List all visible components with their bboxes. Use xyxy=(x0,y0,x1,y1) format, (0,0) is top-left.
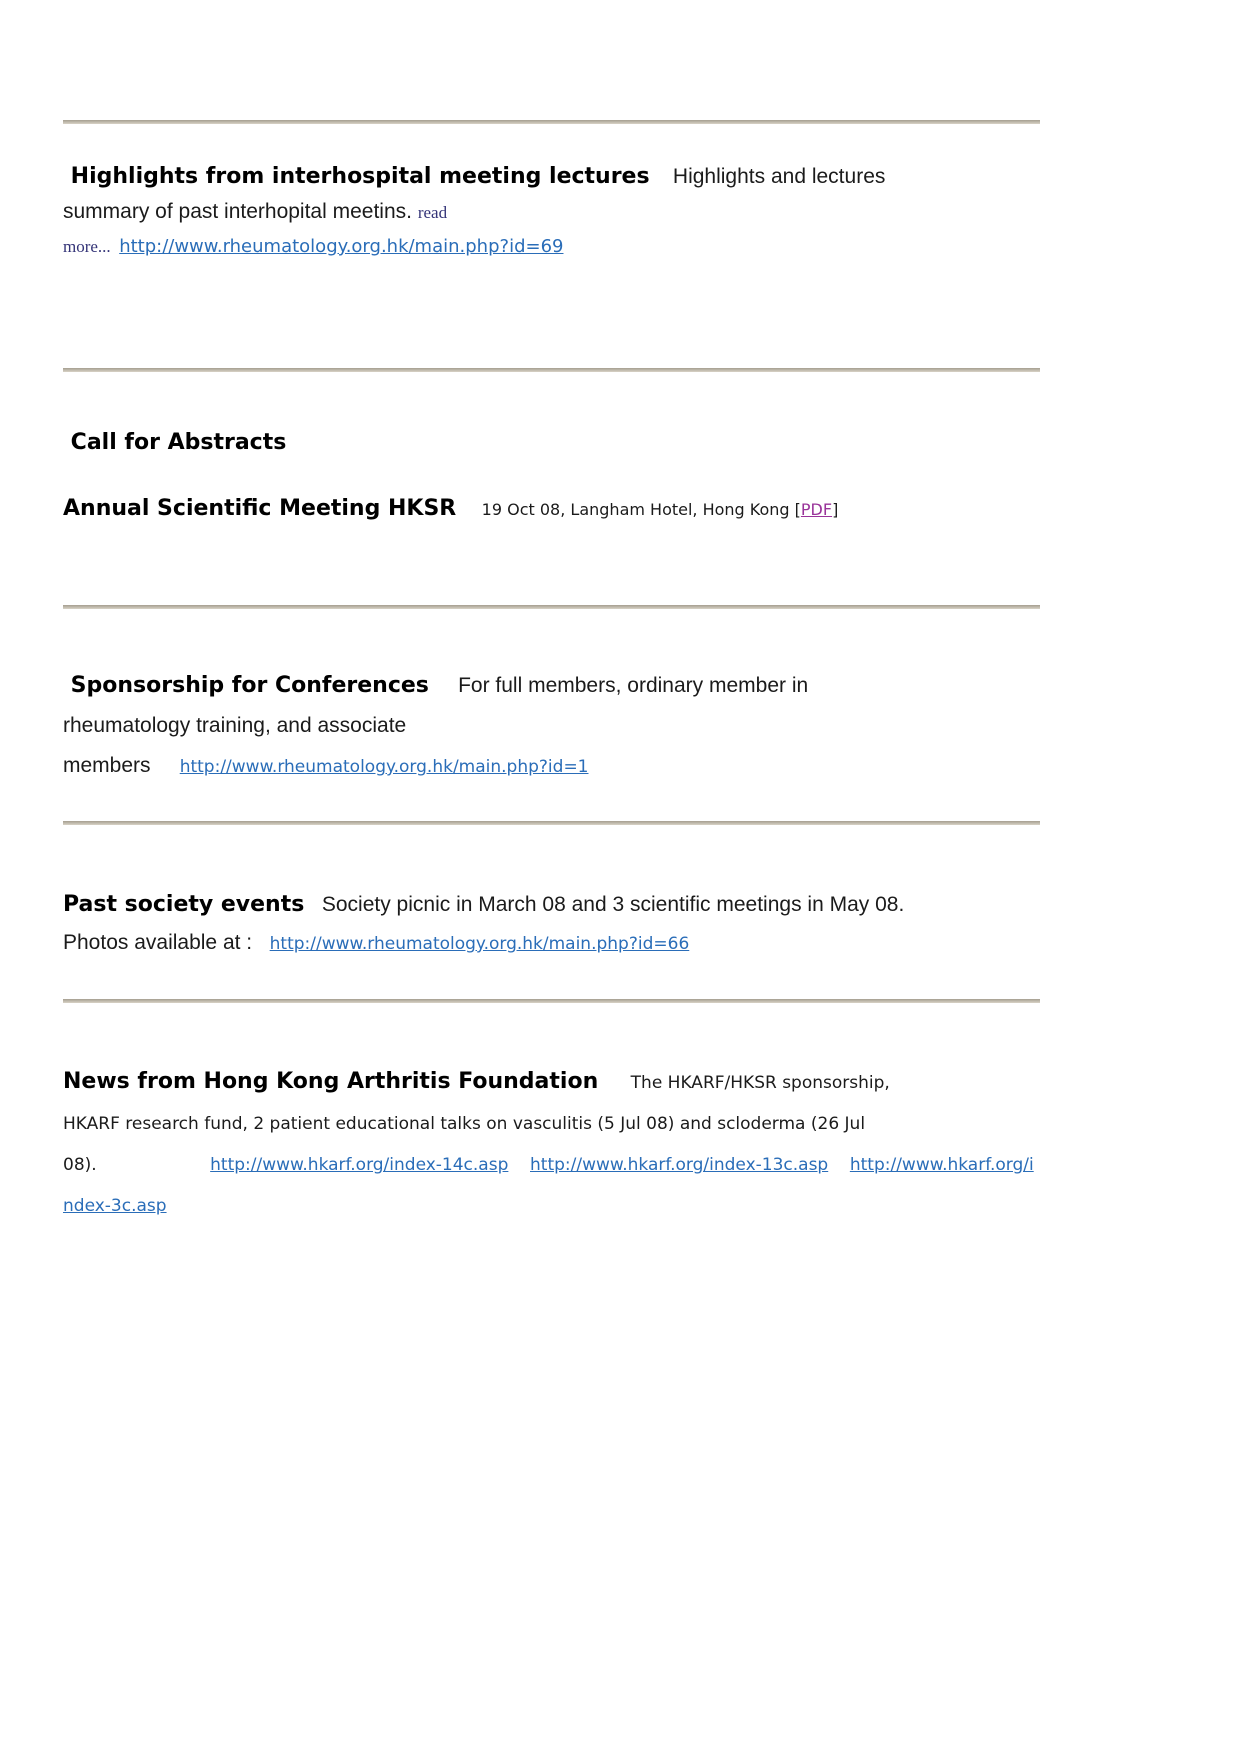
text-line xyxy=(63,887,1040,925)
section-heading-sponsorship: Sponsorship for Conferences xyxy=(63,673,429,698)
section-summary-text: summary of past interhopital meetins. xyxy=(63,200,418,223)
section-heading-call-for-abstracts: Call for Abstracts xyxy=(63,430,287,455)
url-link-hkarf-14c[interactable]: http://www.hkarf.org/index-14c.asp xyxy=(210,1155,509,1175)
text-line xyxy=(63,230,1040,264)
url-link-hkarf-13c[interactable]: http://www.hkarf.org/index-13c.asp xyxy=(530,1155,829,1175)
text-line xyxy=(63,707,1040,747)
section-past-society-events xyxy=(63,825,1040,999)
section-summary-text: Highlights and lectures xyxy=(649,165,886,188)
top-spacer xyxy=(63,0,1040,120)
url-link-sponsorship[interactable]: http://www.rheumatology.org.hk/main.php?id=1 xyxy=(179,757,589,777)
pdf-link[interactable]: PDF xyxy=(800,500,833,519)
section-summary-text: HKARF research fund, 2 patient educational talks on vasculitis (5 Jul 08) and scloderma (26 Jul xyxy=(63,1114,866,1134)
sections xyxy=(63,120,1040,1227)
text-line xyxy=(63,1061,1040,1104)
text-line xyxy=(63,426,1040,461)
section-heading-past-events: Past society events xyxy=(63,892,305,917)
url-link-hkarf-3c[interactable]: http://www.hkarf.org/index-3c.asp xyxy=(63,1155,1034,1216)
section-sponsorship xyxy=(63,609,1040,821)
meeting-title: Annual Scientific Meeting HKSR xyxy=(63,496,457,521)
section-summary-text xyxy=(828,1155,850,1175)
text-line xyxy=(63,747,1040,787)
section-heading-hkarf-news: News from Hong Kong Arthritis Foundation xyxy=(63,1069,599,1094)
text-line xyxy=(63,1104,1040,1145)
read-more-link[interactable]: more... xyxy=(63,237,120,256)
section-summary-text xyxy=(508,1155,530,1175)
text-line xyxy=(63,160,1040,195)
section-highlights xyxy=(63,124,1040,368)
section-summary-text: Society picnic in March 08 and 3 scientific meetings in May 08. xyxy=(304,893,905,916)
meeting-details-text: ] xyxy=(832,500,839,519)
section-summary-text: The HKARF/HKSR sponsorship, xyxy=(598,1073,890,1093)
section-summary-text: members xyxy=(63,754,180,777)
text-line xyxy=(63,195,1040,230)
section-call-for-abstracts xyxy=(63,372,1040,605)
meeting-details-text: 19 Oct 08, Langham Hotel, Hong Kong [ xyxy=(456,500,801,519)
section-summary-text: rheumatology training, and associate xyxy=(63,714,407,737)
text-line xyxy=(63,1145,1040,1227)
section-hkarf-news xyxy=(63,1003,1040,1227)
text-line xyxy=(63,667,1040,707)
section-summary-text: For full members, ordinary member in xyxy=(428,674,809,697)
section-heading-highlights: Highlights from interhospital meeting lectures xyxy=(63,164,650,189)
url-link-highlights[interactable]: http://www.rheumatology.org.hk/main.php?id=69 xyxy=(119,236,564,257)
section-summary-text: 08). xyxy=(63,1155,211,1175)
text-line xyxy=(63,925,1040,963)
section-summary-text: Photos available at : xyxy=(63,931,270,954)
url-link-past-events[interactable]: http://www.rheumatology.org.hk/main.php?id=66 xyxy=(269,934,690,954)
text-line xyxy=(63,492,1040,527)
read-more-link[interactable]: read xyxy=(417,203,448,222)
